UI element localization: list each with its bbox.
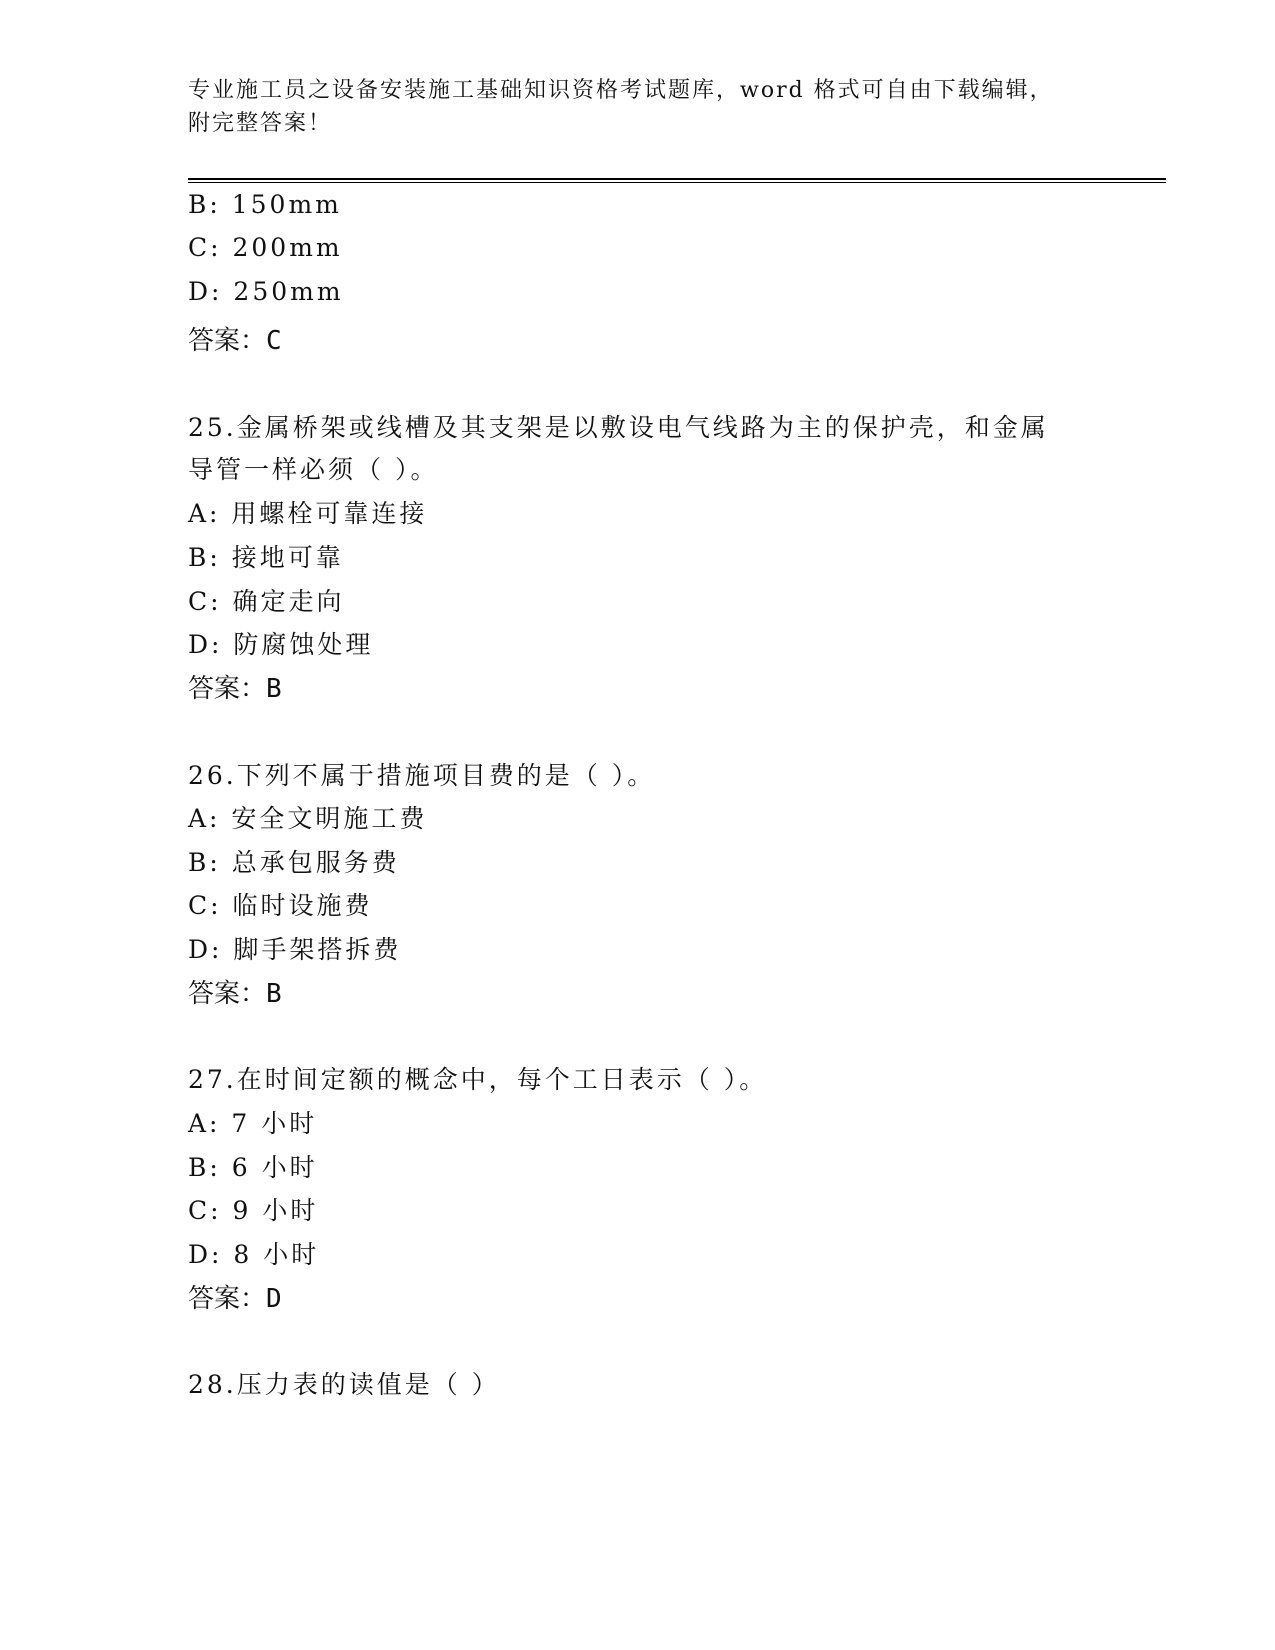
option-b: B: 总承包服务费: [188, 848, 400, 877]
option-c: C: 9 小时: [188, 1196, 319, 1225]
answer-label: 答案：: [188, 674, 267, 704]
header-divider: [188, 178, 1166, 183]
answer-key: B: [266, 674, 282, 704]
document-header: [188, 74, 1088, 140]
option-d: D: 8 小时: [188, 1240, 320, 1269]
answer-label: 答案：: [188, 979, 267, 1009]
option-c: C: 确定走向: [188, 587, 345, 616]
answer-key: B: [266, 979, 282, 1009]
answer-label: 答案：: [188, 326, 267, 356]
answer-line: [188, 1278, 282, 1315]
question-stem: 26.下列不属于措施项目费的是（ ）。: [188, 761, 656, 790]
option-c: C: 200mm: [188, 233, 343, 262]
option-b: B: 接地可靠: [188, 543, 344, 572]
answer-key: D: [266, 1284, 282, 1314]
option-b: B: 150mm: [188, 190, 342, 219]
question-stem-continued: 导管一样必须（ ）。: [188, 455, 439, 484]
header-line-1: 专业施工员之设备安装施工基础知识资格考试题库，word 格式可自由下载编辑，: [188, 78, 1054, 103]
option-d: D: 脚手架搭拆费: [188, 935, 402, 964]
answer-key: C: [266, 326, 282, 356]
answer-line: [188, 320, 282, 357]
answer-line: [188, 973, 282, 1010]
option-a: A: 用螺栓可靠连接: [188, 499, 428, 528]
option-a: A: 7 小时: [188, 1109, 318, 1138]
option-d: D: 250mm: [188, 277, 344, 306]
option-c: C: 临时设施费: [188, 891, 373, 920]
question-stem: 27.在时间定额的概念中，每个工日表示（ ）。: [188, 1065, 768, 1094]
answer-line: [188, 668, 282, 705]
option-b: B: 6 小时: [188, 1153, 318, 1182]
answer-label: 答案：: [188, 1284, 267, 1314]
question-stem: 25.金属桥架或线槽及其支架是以敷设电气线路为主的保护壳，和金属: [188, 413, 1049, 442]
option-a: A: 安全文明施工费: [188, 804, 428, 833]
header-line-2: 附完整答案！: [188, 111, 333, 136]
question-stem: 28.压力表的读值是（ ）: [188, 1370, 500, 1399]
option-d: D: 防腐蚀处理: [188, 630, 374, 659]
